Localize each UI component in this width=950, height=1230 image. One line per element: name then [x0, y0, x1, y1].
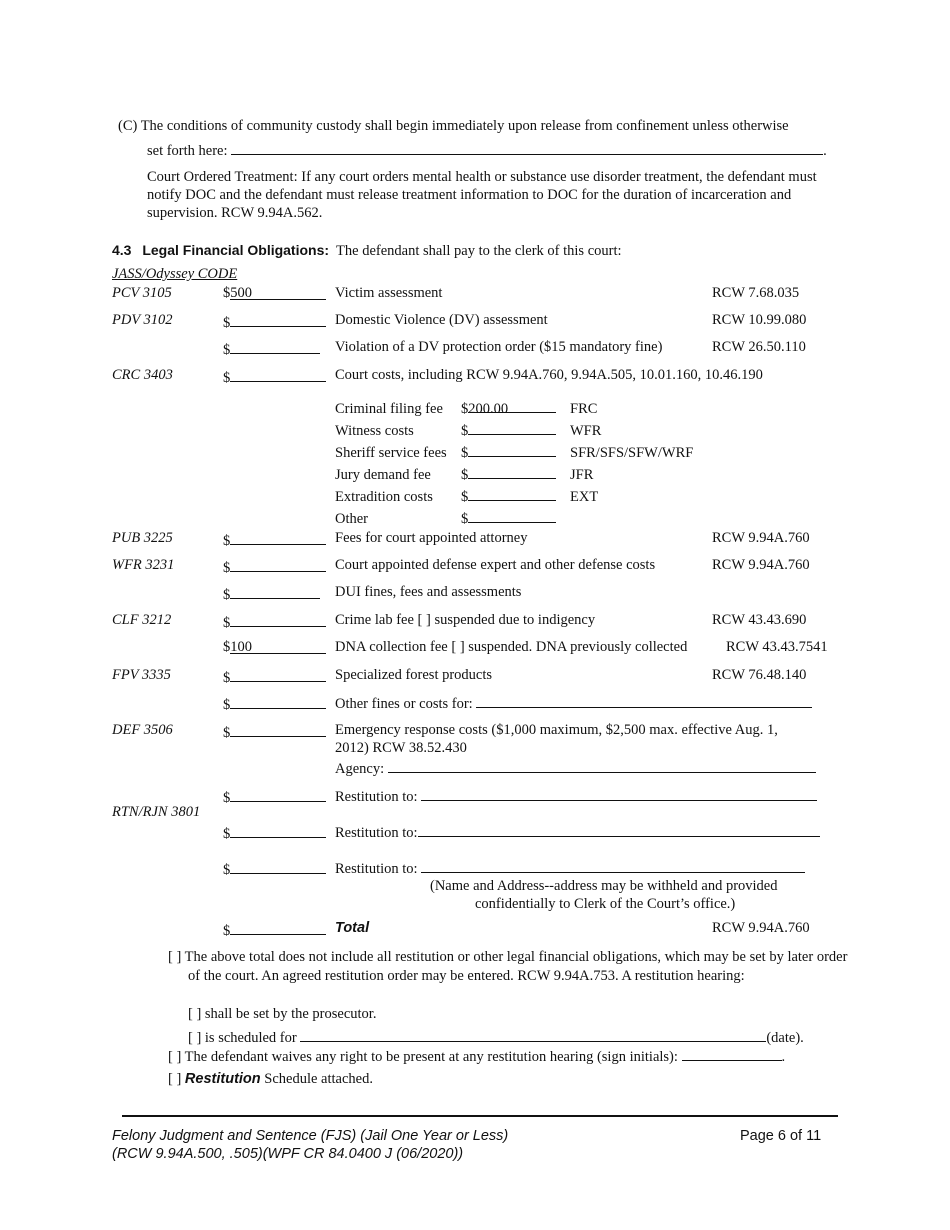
- row-amount[interactable]: $: [223, 367, 326, 387]
- other-fines-blank[interactable]: [476, 694, 812, 708]
- checkbox[interactable]: [ ]: [168, 1071, 182, 1087]
- row-rcw: RCW 76.48.140: [712, 667, 807, 683]
- row-rcw: RCW 7.68.035: [712, 285, 800, 301]
- row-amount[interactable]: $: [223, 823, 326, 843]
- court-cost-amount[interactable]: $: [461, 508, 556, 530]
- row-description: Violation of a DV protection order ($15 mandatory fine): [335, 339, 663, 355]
- row-rcw: RCW 26.50.110: [712, 339, 806, 355]
- row-description: DUI fines, fees and assessments: [335, 584, 522, 600]
- row-code: PDV 3102: [112, 312, 173, 328]
- restitution-schedule-note[interactable]: [168, 1071, 373, 1088]
- footer-title-line-2: (RCW 9.94A.500, .505)(WPF CR 84.0400 J (06/2020)): [112, 1146, 464, 1162]
- footer-title-line-1: Felony Judgment and Sentence (FJS) (Jail One Year or Less): [112, 1128, 509, 1144]
- restitution-note-2: confidentially to Clerk of the Court’s office.): [475, 896, 736, 912]
- waiver-note[interactable]: [168, 1047, 785, 1066]
- schedule-attached-text: Schedule attached.: [264, 1071, 373, 1087]
- row-description: Specialized forest products: [335, 667, 493, 683]
- row-amount[interactable]: $: [223, 584, 320, 604]
- row-code: FPV 3335: [112, 667, 171, 683]
- agency-line: [335, 759, 816, 778]
- row-amount[interactable]: $: [223, 557, 326, 577]
- custody-line-2-end: .: [823, 143, 827, 159]
- row-rcw: RCW 10.99.080: [712, 312, 807, 328]
- hearing-set-by-prosecutor[interactable]: [ ] shall be set by the prosecutor.: [188, 1006, 377, 1022]
- row-description: Domestic Violence (DV) assessment: [335, 312, 548, 328]
- total-amount[interactable]: $: [223, 920, 326, 940]
- restitution-bold-label: Restitution: [184, 1071, 261, 1087]
- hearing-scheduled[interactable]: [188, 1028, 804, 1047]
- row-description: Other fines or costs for:: [335, 696, 473, 712]
- other-fines-row: [335, 694, 812, 713]
- row-code: DEF 3506: [112, 722, 173, 738]
- emergency-description-line-1: Emergency response costs ($1,000 maximum, $2,500 max. effective Aug. 1,: [335, 722, 778, 738]
- row-amount[interactable]: $: [223, 787, 326, 807]
- row-rcw: RCW 43.43.690: [712, 612, 807, 628]
- restitution-label: Restitution to:: [335, 789, 418, 805]
- restitution-to: [335, 859, 805, 878]
- row-code: WFR 3231: [112, 557, 175, 573]
- row-amount[interactable]: $: [223, 612, 326, 632]
- agency-label: Agency:: [335, 761, 385, 777]
- row-amount[interactable]: $: [223, 530, 326, 550]
- custody-line-2: [147, 141, 827, 160]
- restitution-code: RTN/RJN 3801: [112, 804, 201, 820]
- row-description: Court costs, including RCW 9.94A.760, 9.94A.505, 10.01.160, 10.46.190: [335, 367, 763, 383]
- lfo-intro: The defendant shall pay to the clerk of this court:: [336, 243, 622, 259]
- restitution-label: Restitution to:: [335, 861, 418, 877]
- row-amount[interactable]: $500: [223, 285, 326, 302]
- restitution-to: [335, 823, 820, 842]
- restitution-note-1: (Name and Address--address may be withheld and provided: [430, 878, 778, 894]
- total-rcw: RCW 9.94A.760: [712, 920, 810, 936]
- restitution-label: Restitution to:: [335, 825, 418, 841]
- court-cost-amount[interactable]: $: [461, 486, 556, 508]
- hearing-date-blank[interactable]: [300, 1028, 766, 1042]
- row-amount[interactable]: $: [223, 339, 320, 359]
- row-amount[interactable]: $100: [223, 639, 326, 656]
- row-description: DNA collection fee [ ] suspended. DNA previously collected: [335, 639, 688, 655]
- row-amount[interactable]: $: [223, 694, 326, 714]
- row-code: PUB 3225: [112, 530, 173, 546]
- court-cost-amount[interactable]: $: [461, 442, 556, 464]
- restitution-total-note[interactable]: [ ] The above total does not include all restitution or other legal financial obligations, which may be set by later order of the court. An agreed restitution order may be entered. RCW 9.94A.753. A restitution hearing:: [168, 949, 848, 984]
- court-cost-amount[interactable]: $: [461, 464, 556, 486]
- total-label: Total: [335, 920, 370, 936]
- court-cost-amount[interactable]: $: [461, 420, 556, 442]
- page-number: Page 6 of 11: [740, 1128, 822, 1144]
- row-rcw: RCW 43.43.7541: [726, 639, 828, 655]
- hearing-date-suffix: (date).: [766, 1030, 804, 1046]
- row-amount[interactable]: $: [223, 722, 326, 742]
- restitution-to: [335, 787, 817, 806]
- code-column-header: JASS/Odyssey CODE: [112, 266, 238, 282]
- initials-blank[interactable]: [682, 1047, 782, 1061]
- waiver-label: [ ] The defendant waives any right to be present at any restitution hearing (sign initials):: [168, 1049, 678, 1065]
- lfo-title: Legal Financial Obligations:: [142, 242, 330, 258]
- row-code: CLF 3212: [112, 612, 172, 628]
- row-rcw: RCW 9.94A.760: [712, 530, 810, 546]
- row-amount[interactable]: $: [223, 667, 326, 687]
- footer-divider: [122, 1115, 838, 1117]
- row-description: Court appointed defense expert and other defense costs: [335, 557, 656, 573]
- custody-line-1: (C) The conditions of community custody shall begin immediately upon release from confinement unless otherwise: [118, 118, 789, 134]
- waiver-suffix: .: [781, 1049, 786, 1065]
- custody-conditions-blank[interactable]: [231, 141, 823, 155]
- row-rcw: RCW 9.94A.760: [712, 557, 810, 573]
- row-description: Crime lab fee [ ] suspended due to indigency: [335, 612, 596, 628]
- row-description: Fees for court appointed attorney: [335, 530, 528, 546]
- restitution-recipient-blank[interactable]: [421, 859, 805, 873]
- lfo-number: 4.3: [112, 242, 132, 258]
- lfo-heading: [112, 242, 622, 260]
- row-code: PCV 3105: [112, 285, 172, 301]
- court-cost-amount[interactable]: $200.00: [461, 398, 556, 420]
- agency-blank[interactable]: [388, 759, 816, 773]
- restitution-recipient-blank[interactable]: [421, 787, 817, 801]
- custody-line-2-label: set forth here:: [147, 143, 228, 159]
- row-code: CRC 3403: [112, 367, 173, 383]
- emergency-description-line-2: 2012) RCW 38.52.430: [335, 740, 467, 756]
- court-ordered-treatment: Court Ordered Treatment: If any court orders mental health or substance use disorder treatment, the defendant must notify DOC and the defendant must release treatment information to DOC for the duration of incarceration and supervision. RCW 9.94A.562.: [147, 169, 817, 221]
- hearing-scheduled-label: [ ] is scheduled for: [188, 1030, 297, 1046]
- row-amount[interactable]: $: [223, 312, 326, 332]
- row-description: Victim assessment: [335, 285, 443, 301]
- row-amount[interactable]: $: [223, 859, 326, 879]
- restitution-recipient-blank[interactable]: [418, 823, 820, 837]
